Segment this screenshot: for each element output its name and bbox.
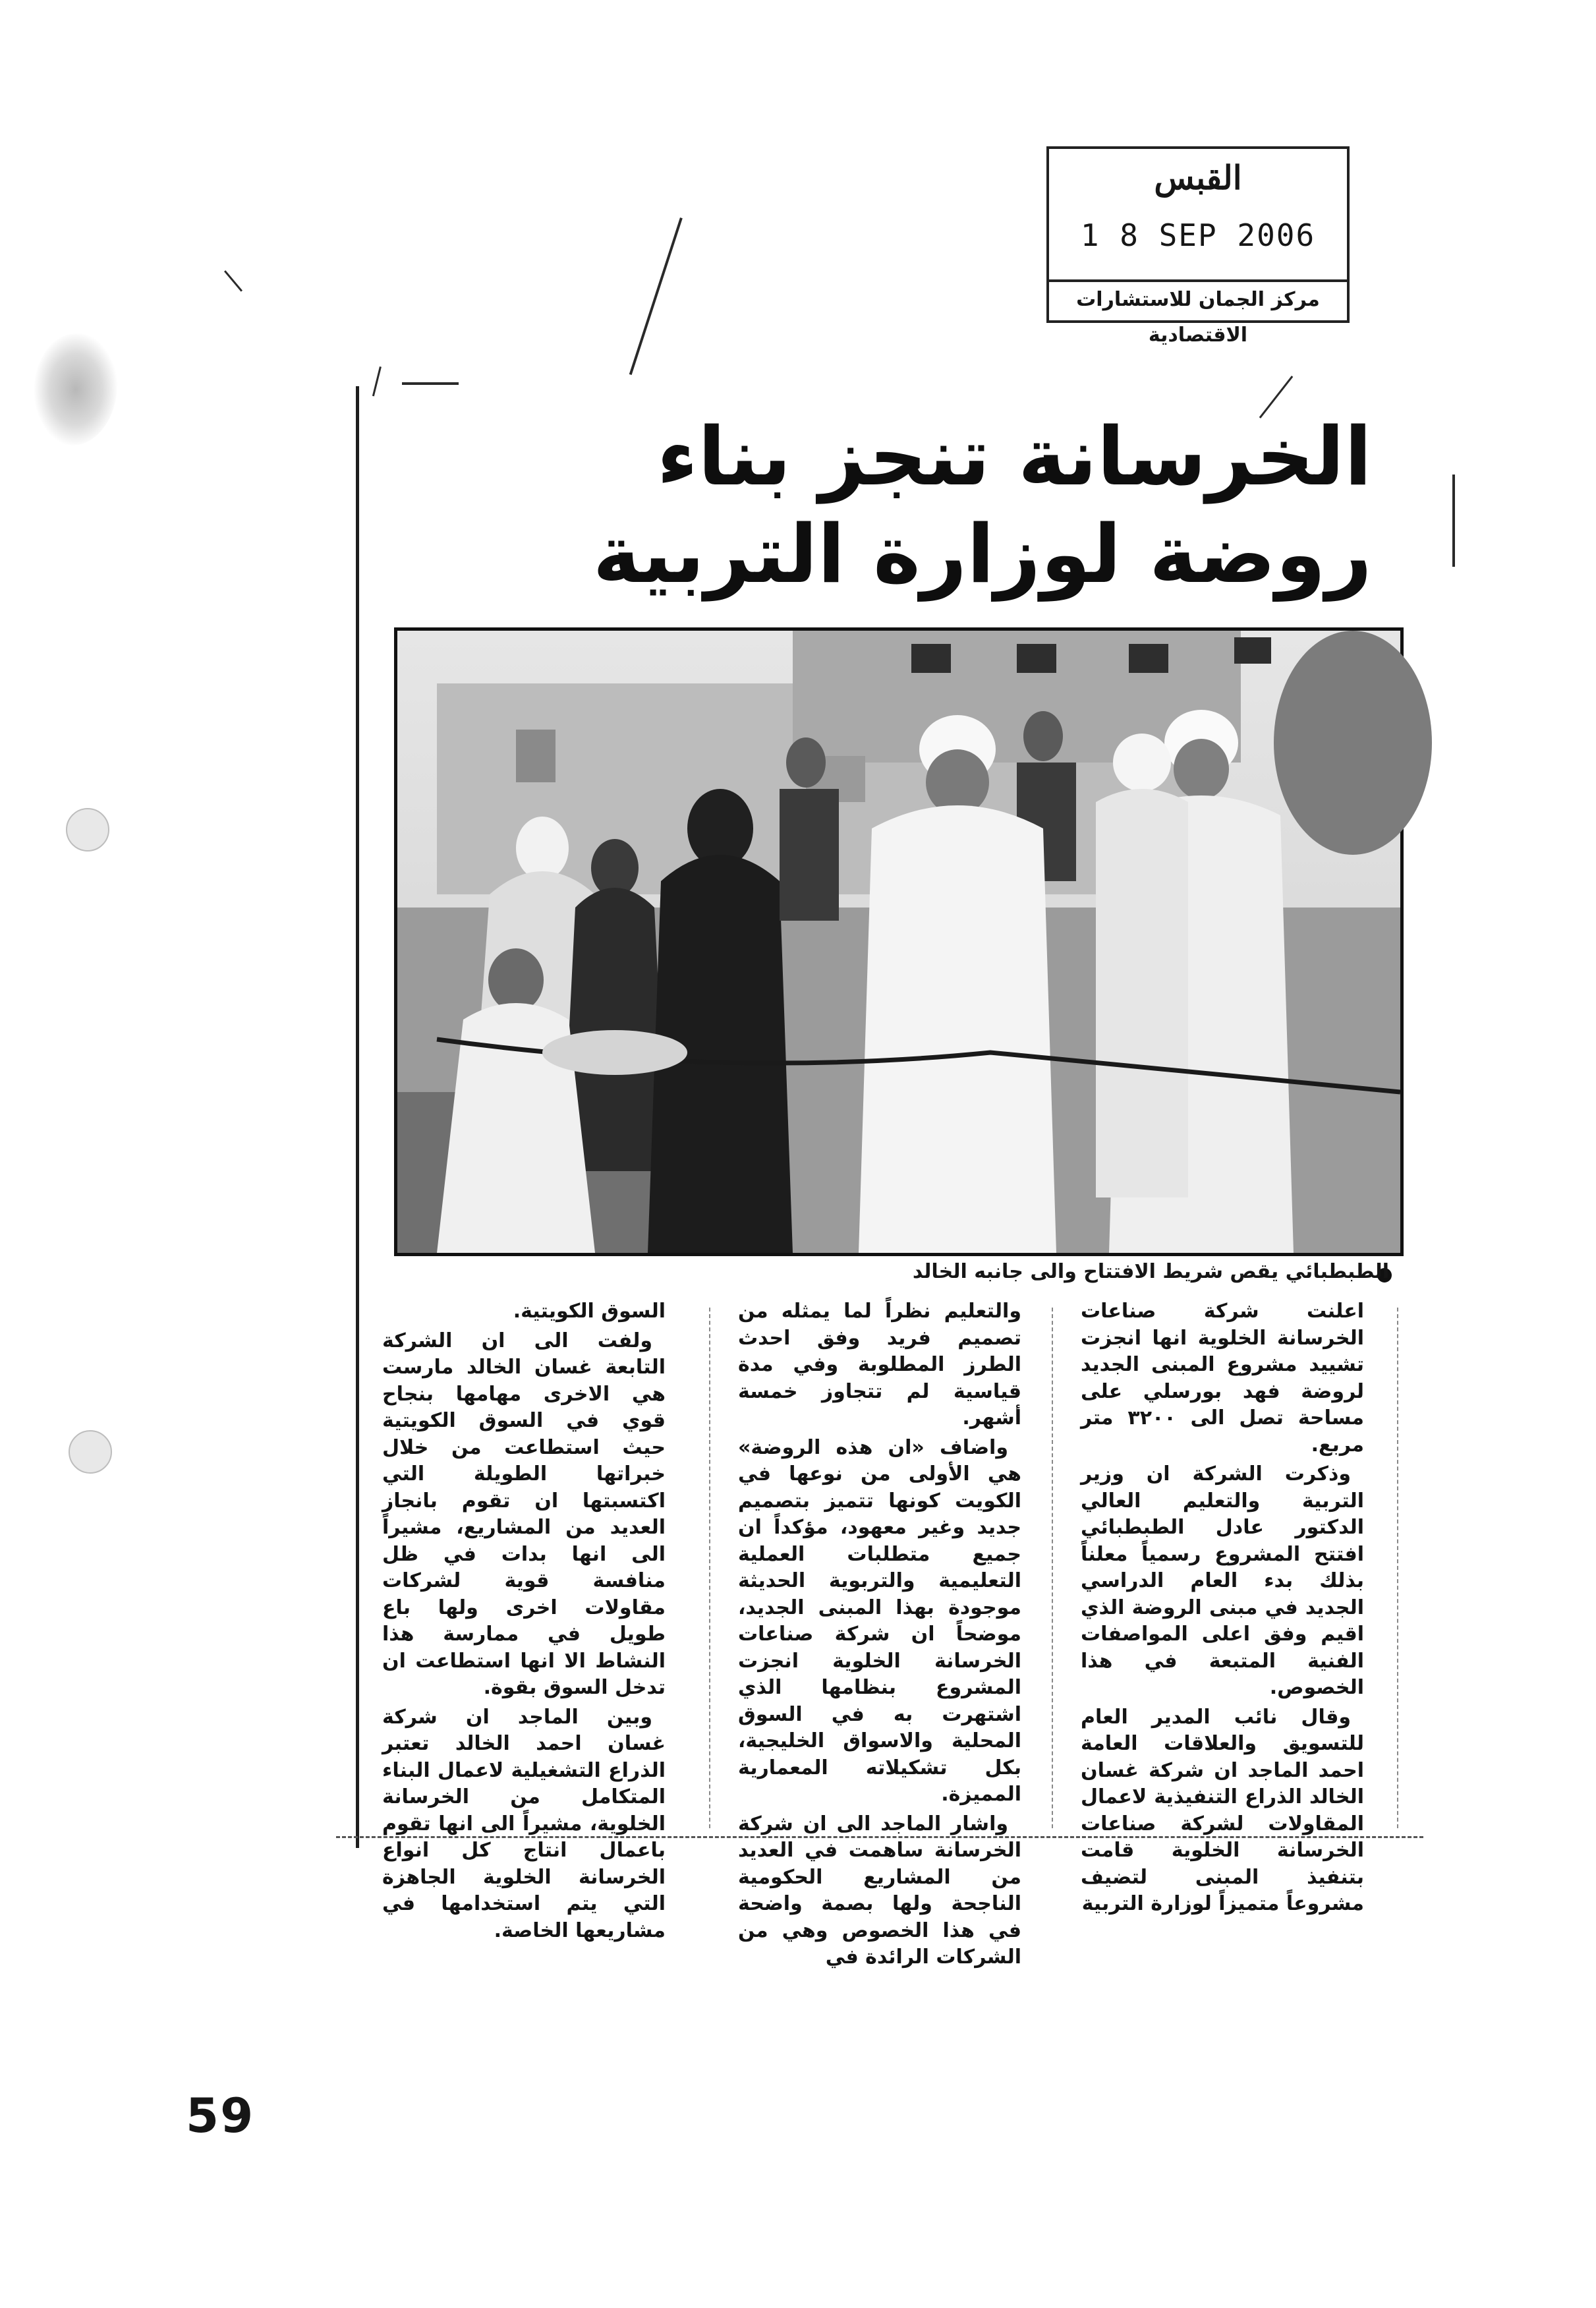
stamp-logo: القبس (1154, 158, 1242, 197)
page-number: 59 (186, 2088, 255, 2143)
headline-line-2: روضة لوزارة التربية (592, 507, 1372, 601)
headline-line-1: الخرسانة تنجز بناء (656, 410, 1372, 504)
ribbon-cutting-photo (397, 631, 1400, 1253)
article-column-left (382, 1298, 666, 1942)
paragraph: وبين الماجد ان شركة غسان احمد الخالد تعتبر الذراع التشغيلية لاعمال البناء المتكامل من الخرسانة الخلوية، مشيراً الى انها تقوم باعمال انتاج كل انواع الخرسانة الخلوية الجاهزة التي يتم استخدامها في مشاريعها الخاصة. (382, 1705, 666, 1942)
stamp-date: 1 8 SEP 2006 (1080, 217, 1316, 253)
photo-caption: الطبطبائي يقص شريط الافتتاح والى جانبه الخالد (912, 1260, 1389, 1283)
punch-hole-top (66, 808, 109, 851)
paragraph: وقال نائب المدير العام للتسويق والعلاقات العامة احمد الماجد ان شركة غسان الخالد الذراع التنفيذية لاعمال المقاولات لشركة صناعات الخرسانة الخلوية قامت بتنفيذ المبنى لتضيف مشروعاً متميزاً لوزارة التربية (1081, 1705, 1364, 1915)
article-column-middle (738, 1298, 1021, 1969)
ink-smudge (34, 333, 117, 446)
newspaper-stamp (1046, 146, 1350, 347)
stamp-footer: مركز الجمان للاستشارات الاقتصادية (1049, 279, 1347, 320)
paragraph: ولفت الى ان الشركة التابعة غسان الخالد مارست هي الاخرى مهامها بنجاح قوي في السوق الكويتية حيث استطاعت من خلال خبراتها الطويلة التي اكتسبتها ان تقوم بانجاز العديد من المشاريع، مشيراً الى انها بدات في ظل منافسة قوية لشركات مقاولات اخرى ولها باع طويل في ممارسة هذا النشاط الا انها استطاعت ان تدخل السوق بقوة. (382, 1329, 666, 1699)
paragraph: واضاف «ان هذه الروضة» هي الأولى من نوعها في الكويت كونها تتميز بتصميم جديد وغير معهود، مؤكداً ان جميع متطلبات العملية التعليمية والتربوية الحديثة موجودة بهذا المبنى الجديد، موضحاً ان شركة صناعات الخرسانة الخلوية انجزت المشروع بنظامها الذي اشتهرت به في السوق المحلية والاسواق الخليجية، بكل تشكيلاته المعمارية المميزة. (738, 1435, 1021, 1806)
pen-stroke (402, 382, 459, 385)
pen-stroke (224, 270, 242, 292)
pen-stroke (629, 217, 683, 375)
article-column-right (1081, 1298, 1365, 1915)
paragraph: السوق الكويتية. (513, 1300, 666, 1323)
column-divider (1397, 1308, 1398, 1828)
column-divider (1052, 1308, 1053, 1828)
paragraph: والتعليم نظراً لما يمثله من تصميم فريد وفق احدث الطرز المطلوبة وفي مدة قياسية لم تتجاوز خمسة أشهر. (738, 1300, 1021, 1429)
pen-stroke (1452, 475, 1455, 567)
column-divider (709, 1308, 710, 1828)
paragraph: واشار الماجد الى ان شركة الخرسانة ساهمت في العديد من المشاريع الحكومية الناجحة ولها بصمة واضحة في هذا الخصوص وهي من الشركات الرائدة في (738, 1812, 1021, 1969)
paragraph: وذكرت الشركة ان وزير التربية والتعليم العالي الدكتور عادل الطبطبائي افتتح المشروع رسمياً معلناً بذلك بدء العام الدراسي الجديد في مبنى الروضة الذي اقيم وفق اعلى المواصفات الفنية المتبعة في هذا الخصوص. (1081, 1462, 1364, 1699)
article-photo (394, 627, 1404, 1256)
punch-hole-bottom (69, 1430, 112, 1474)
paragraph: اعلنت شركة صناعات الخرسانة الخلوية انها انجزت تشييد مشروع المبنى الجديد لروضة فهد بورسلي على مساحة تصل الى ٣٢٠٠ متر مربع. (1081, 1300, 1365, 1457)
